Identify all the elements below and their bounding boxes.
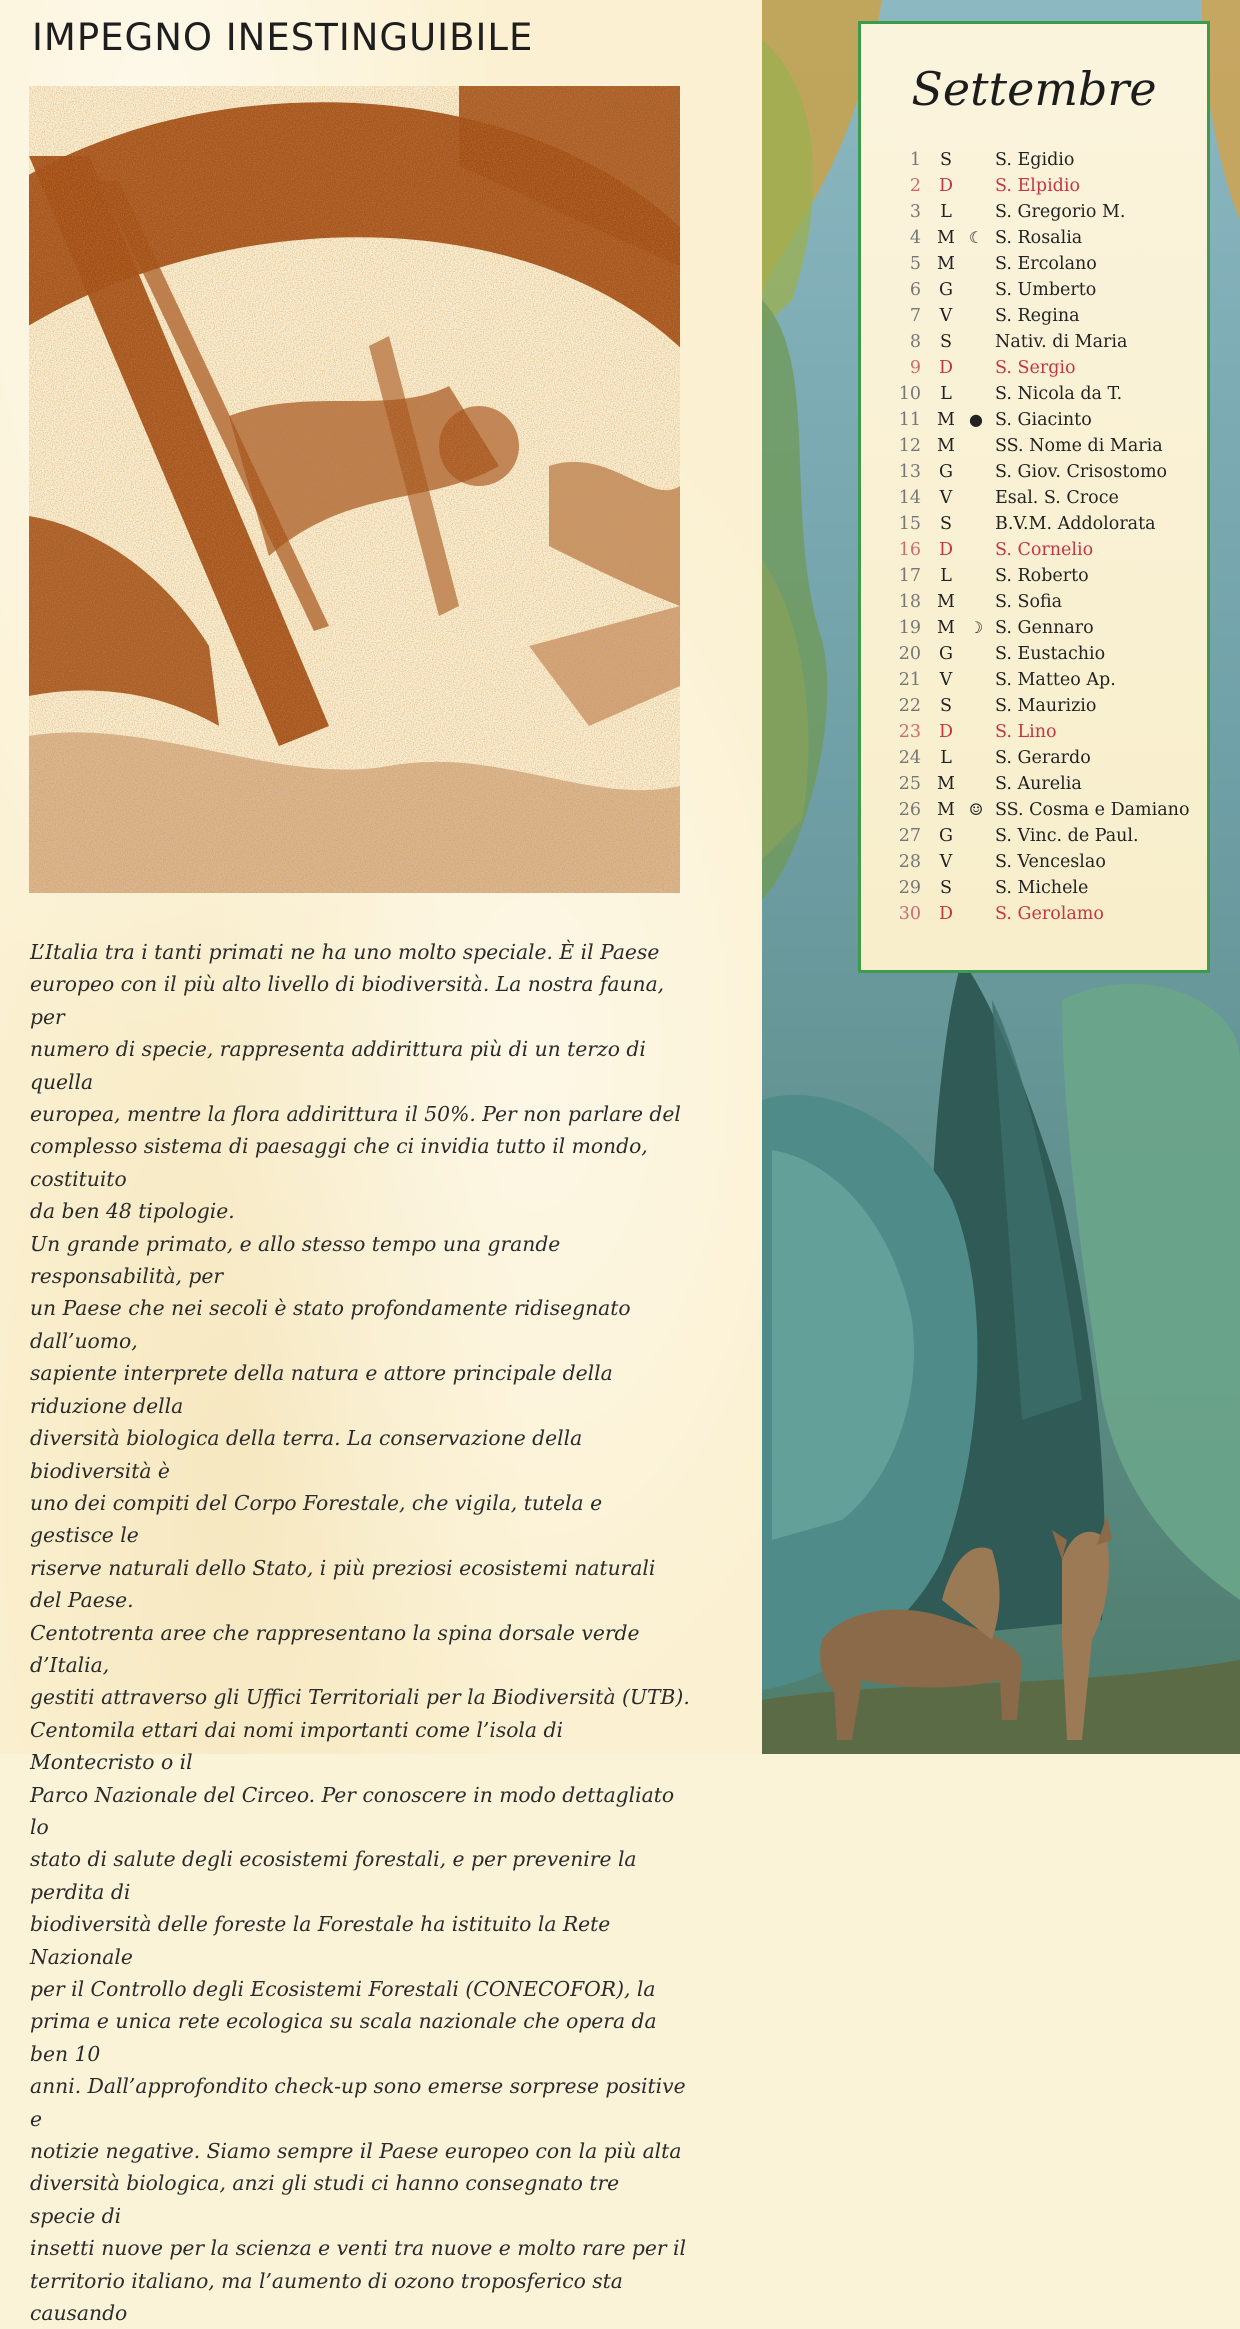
photo-graphic [29, 86, 680, 893]
day-number: 26 [898, 800, 921, 820]
day-number: 6 [909, 280, 921, 300]
moon-phase-icon: ☾ [968, 228, 984, 247]
day-number: 19 [898, 618, 921, 638]
saint-name: S. Roberto [995, 566, 1089, 586]
day-number: 20 [898, 644, 921, 664]
day-number: 23 [898, 722, 921, 742]
weekday-letter: M [937, 436, 955, 456]
saint-name: SS. Nome di Maria [995, 436, 1163, 456]
weekday-letter: S [940, 150, 952, 170]
day-number: 30 [898, 904, 921, 924]
day-number: 1 [909, 150, 921, 170]
saint-name: S. Elpidio [995, 176, 1080, 196]
day-number: 5 [909, 254, 921, 274]
saint-name: S. Venceslao [995, 852, 1106, 872]
saint-name: S. Regina [995, 306, 1080, 326]
saint-name: Nativ. di Maria [995, 332, 1128, 352]
day-row [861, 254, 1207, 280]
day-row [861, 228, 1207, 254]
day-number: 4 [909, 228, 921, 248]
day-number: 21 [898, 670, 921, 690]
weekday-letter: D [938, 540, 954, 560]
day-row [861, 670, 1207, 696]
day-row [861, 488, 1207, 514]
day-row [861, 358, 1207, 384]
day-number: 29 [898, 878, 921, 898]
weekday-letter: S [940, 878, 952, 898]
day-row [861, 722, 1207, 748]
weekday-letter: L [940, 202, 952, 222]
day-row [861, 774, 1207, 800]
day-row [861, 644, 1207, 670]
day-row [861, 748, 1207, 774]
saint-name: S. Lino [995, 722, 1057, 742]
day-row [861, 566, 1207, 592]
day-row [861, 540, 1207, 566]
day-row [861, 150, 1207, 176]
saint-name: S. Matteo Ap. [995, 670, 1116, 690]
day-row [861, 696, 1207, 722]
day-number: 7 [909, 306, 921, 326]
day-row [861, 332, 1207, 358]
day-row [861, 592, 1207, 618]
weekday-letter: S [940, 514, 952, 534]
day-number: 15 [898, 514, 921, 534]
saint-name: S. Giacinto [995, 410, 1092, 430]
day-row [861, 618, 1207, 644]
weekday-letter: V [939, 852, 953, 872]
weekday-letter: L [940, 748, 952, 768]
weekday-letter: M [937, 228, 955, 248]
day-row [861, 800, 1207, 826]
day-row [861, 852, 1207, 878]
day-number: 17 [898, 566, 921, 586]
weekday-letter: D [938, 722, 954, 742]
day-number: 2 [909, 176, 921, 196]
weekday-letter: L [940, 384, 952, 404]
saint-name: S. Maurizio [995, 696, 1097, 716]
day-number: 27 [898, 826, 921, 846]
weekday-letter: S [940, 696, 952, 716]
weekday-letter: D [938, 176, 954, 196]
saint-name: Esal. S. Croce [995, 488, 1119, 508]
weekday-letter: V [939, 306, 953, 326]
weekday-letter: D [938, 904, 954, 924]
saint-name: S. Aurelia [995, 774, 1082, 794]
weekday-letter: D [938, 358, 954, 378]
weekday-letter: M [937, 410, 955, 430]
weekday-letter: G [939, 826, 953, 846]
saint-name: S. Sergio [995, 358, 1076, 378]
moon-phase-icon: ● [969, 410, 983, 429]
day-number: 10 [898, 384, 921, 404]
sepia-photo-illustration [29, 86, 680, 893]
day-number: 8 [909, 332, 921, 352]
saint-name: S. Egidio [995, 150, 1075, 170]
day-number: 3 [909, 202, 921, 222]
weekday-letter: V [939, 488, 953, 508]
page-heading: IMPEGNO INESTINGUIBILE [32, 16, 534, 59]
saint-name: S. Rosalia [995, 228, 1083, 248]
day-number: 9 [909, 358, 921, 378]
saint-name: S. Gerolamo [995, 904, 1104, 924]
month-title: Settembre [911, 62, 1157, 116]
saint-name: S. Cornelio [995, 540, 1094, 560]
weekday-letter: V [939, 670, 953, 690]
day-number: 24 [898, 748, 921, 768]
day-row [861, 462, 1207, 488]
day-number: 14 [898, 488, 921, 508]
weekday-letter: G [939, 462, 953, 482]
saint-name: S. Ercolano [995, 254, 1097, 274]
day-row [861, 280, 1207, 306]
saint-name: S. Michele [995, 878, 1089, 898]
day-row [861, 306, 1207, 332]
weekday-letter: G [939, 644, 953, 664]
weekday-letter: M [937, 592, 955, 612]
weekday-letter: G [939, 280, 953, 300]
day-number: 18 [898, 592, 921, 612]
day-number: 13 [898, 462, 921, 482]
day-list [861, 150, 1207, 930]
day-row [861, 436, 1207, 462]
saint-name: S. Eustachio [995, 644, 1106, 664]
saint-name: S. Umberto [995, 280, 1097, 300]
saint-name: S. Gerardo [995, 748, 1091, 768]
saint-name: S. Nicola da T. [995, 384, 1123, 404]
day-row [861, 176, 1207, 202]
weekday-letter: M [937, 618, 955, 638]
article-body: L’Italia tra i tanti primati ne ha uno molto speciale. È il Paese europeo con il più alto livello di biodiversità. La nostra fauna, per numero di specie, rappresenta addirittura più di un terzo di quella europea, mentre la flora addirittura il 50%. Per non parlare del complesso sistema di paesaggi che ci invidia tutto il mondo, costituito da ben 48 tipologie. Un grande primato, e allo stesso tempo una grande responsabilità, per un Paese che nei secoli è stato profondamente ridisegnato dall’uomo, sapiente interprete della natura e attore principale della riduzione della diversità biologica della terra. La conservazione della biodiversità è uno dei compiti del Corpo Forestale, che vigila, tutela e gestisce le riserve naturali dello Stato, i più preziosi ecosistemi naturali del Paese. Centotrenta aree che rappresentano la spina dorsale verde d’Italia, gestiti attraverso gli Uffici Territoriali per la Biodiversità (UTB). Centomila ettari dai nomi importanti come l’isola di Montecristo o il Parco Nazionale del Circeo. Per conoscere in modo dettagliato lo stato di salute degli ecosistemi forestali, e per prevenire la perdita di biodiversità delle foreste la Forestale ha istituito la Rete Nazionale per il Controllo degli Ecosistemi Forestali (CONECOFOR), la prima e unica rete ecologica su scala nazionale che opera da ben 10 anni. Dall’approfondito check-up sono emerse sorprese positive e notizie negative. Siamo sempre il Paese europeo con la più alta diversità biologica, anzi gli studi ci hanno consegnato tre specie di insetti nuove per la scienza e venti tra nuove e molto rare per il territorio italiano, ma l’aumento di ozono troposferico sta causando [30, 940, 690, 2326]
day-row [861, 904, 1207, 930]
day-row [861, 202, 1207, 228]
day-number: 22 [898, 696, 921, 716]
saint-name: S. Sofia [995, 592, 1063, 612]
saint-name: SS. Cosma e Damiano [995, 800, 1190, 820]
saint-name: S. Giov. Crisostomo [995, 462, 1168, 482]
weekday-letter: M [937, 774, 955, 794]
weekday-letter: M [937, 800, 955, 820]
month-calendar [858, 21, 1210, 973]
day-row [861, 826, 1207, 852]
moon-phase-icon: ☽ [968, 618, 984, 637]
weekday-letter: L [940, 566, 952, 586]
day-number: 12 [898, 436, 921, 456]
saint-name: S. Gennaro [995, 618, 1094, 638]
weekday-letter: M [937, 254, 955, 274]
day-number: 28 [898, 852, 921, 872]
saint-name: B.V.M. Addolorata [995, 514, 1156, 534]
day-number: 25 [898, 774, 921, 794]
day-number: 11 [898, 410, 921, 430]
day-row [861, 384, 1207, 410]
weekday-letter: S [940, 332, 952, 352]
saint-name: S. Gregorio M. [995, 202, 1126, 222]
saint-name: S. Vinc. de Paul. [995, 826, 1139, 846]
day-number: 16 [898, 540, 921, 560]
day-row [861, 514, 1207, 540]
moon-phase-icon: ☺ [968, 800, 984, 819]
day-row [861, 410, 1207, 436]
day-row [861, 878, 1207, 904]
